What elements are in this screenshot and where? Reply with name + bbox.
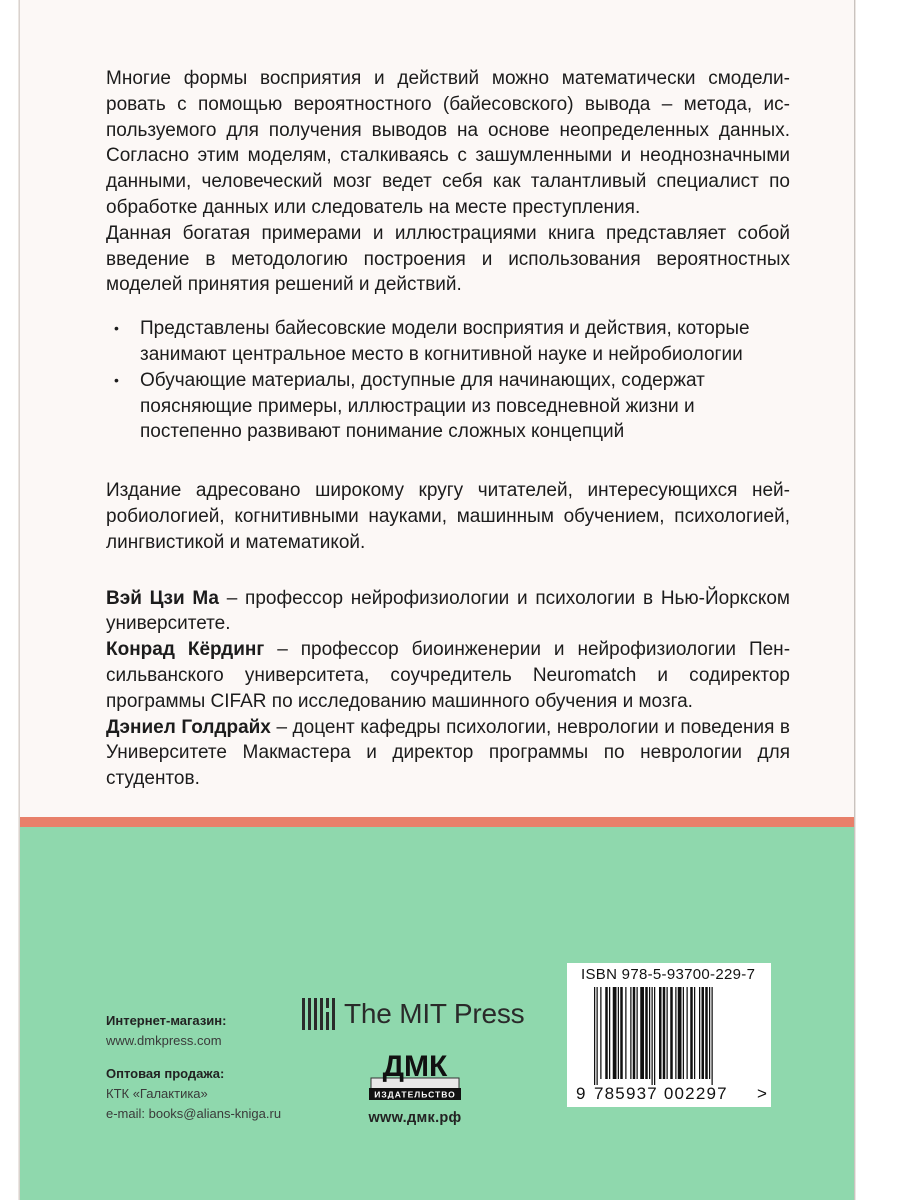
barcode-bar [594,987,595,1085]
dmk-logo [365,1044,465,1128]
barcode-bar [654,987,655,1085]
barcode-bar [678,987,682,1079]
barcode-bar [652,987,653,1085]
barcode-bar [605,987,608,1079]
feature-text: Представлены байесовские модели восприятия и действия, которые занимают центральное место в когнитивной науке и нейробиологии [140,318,750,365]
dmk-url: www.дмк.рф [368,1110,462,1126]
barcode-bar [663,987,666,1079]
accent-stripe [20,817,854,827]
barcode-bar [613,987,617,1079]
author-name: Вэй Цзи Ма [106,587,219,609]
feature-item [106,316,790,368]
barcode-bar [705,987,708,1079]
barcode-digits: 785937 002297 [594,1084,728,1103]
barcode-panel [567,963,771,1107]
wholesale-company: КТК «Галактика» [106,1086,208,1101]
author-entry [106,637,790,714]
barcode-bars [594,987,758,1085]
dmk-press-icon [365,1044,465,1104]
barcode-bar [630,987,631,1079]
barcode-bar [633,987,636,1079]
barcode-bar [712,987,713,1085]
barcode-bar [609,987,610,1079]
author-entry [106,586,790,638]
barcode-bar [687,987,688,1079]
dmk-subtitle: ИЗДАТЕЛЬСТВО [374,1089,456,1100]
barcode-bar [694,987,695,1079]
description-paragraph-1: Многие формы восприятия и действий можно математически смоделировать с помощью вероятностного (байесовского) вывода – метода, используемого для получения выводов на основе неопределенных данных. Согласно этим моделям, сталкиваясь с зашумленными и неоднозначными данными, человеческий мозг ведет себя как талантливый специалист по обработке данных или следователь на месте преступления. [106,68,790,218]
barcode-first-digit: 9 [576,1084,586,1103]
barcode-end-mark: > [757,1084,767,1103]
isbn-label: ISBN 978-5-93700-229-7 [581,966,756,983]
audience-paragraph: Издание адресовано широкому кругу читателей, интересующихся нейробиологией, когнитивными науками, машинным обучением, психологией, лингвистикой и математикой. [106,480,790,553]
barcode-bar [597,987,598,1085]
author-bio: – профессор биоинженерии и нейрофизиологии Пенсильванского университета, соучредитель Neuromatch и содиректор программы CIFAR по исследованию машинного обучения и мозга. [106,639,791,712]
barcode-bar [600,987,601,1079]
author-bio: – доцент кафедры психологии, неврологии и поведения в Университете Макмастера и директор программы по неврологии для студентов. [106,716,791,790]
feature-item [106,368,790,445]
mit-press-icon [302,998,336,1030]
feature-text: Обучающие материалы, доступные для начинающих, содержат поясняющие примеры, иллюстрации из повседневной жизни и постепенно развивают понимание сложных концепций [140,369,705,443]
barcode-bar [683,987,684,1079]
barcode-bar [702,987,705,1079]
author-entry [106,715,790,792]
bullet-icon: • [114,371,119,388]
barcode-bar [670,987,673,1079]
barcode-bar [637,987,638,1079]
barcode-bar [690,987,693,1079]
mit-press-name: The MIT Press [344,998,525,1029]
wholesale-email: e-mail: books@alians-kniga.ru [106,1106,282,1121]
description-block [106,66,790,792]
barcode-bar [675,987,676,1079]
cover-board [19,0,855,1200]
description-paragraph-2: Данная богатая примерами и иллюстрациями книга представляет собой введение в методологию построения и использования вероятностных моделей принятия решений и действий. [106,222,790,296]
barcode-bar [709,987,710,1079]
online-shop-url: www.dmkpress.com [106,1033,222,1048]
shop-info [106,1011,281,1124]
bullet-icon: • [114,320,119,337]
feature-list [106,316,790,445]
mit-press-logo [302,998,524,1030]
barcode-bar [667,987,668,1079]
barcode-bar [618,987,619,1079]
author-name: Дэниел Голдрайх [106,716,271,738]
barcode-bar [620,987,623,1079]
barcode-bar [699,987,700,1079]
author-bio: – профессор нейрофизиологии и психологии в Нью-Йоркском университете. [106,587,790,635]
wholesale-label: Оптовая продажа: [106,1066,225,1081]
barcode-bar [649,987,650,1079]
authors-block [106,586,790,792]
author-name: Конрад Кёрдинг [106,639,265,661]
barcode-bar [625,987,626,1079]
online-shop-label: Интернет-магазин: [106,1013,227,1028]
barcode-bar [640,987,644,1079]
dmk-letters: ДМК [382,1050,448,1083]
barcode-bar [645,987,648,1079]
barcode-bar [659,987,662,1079]
